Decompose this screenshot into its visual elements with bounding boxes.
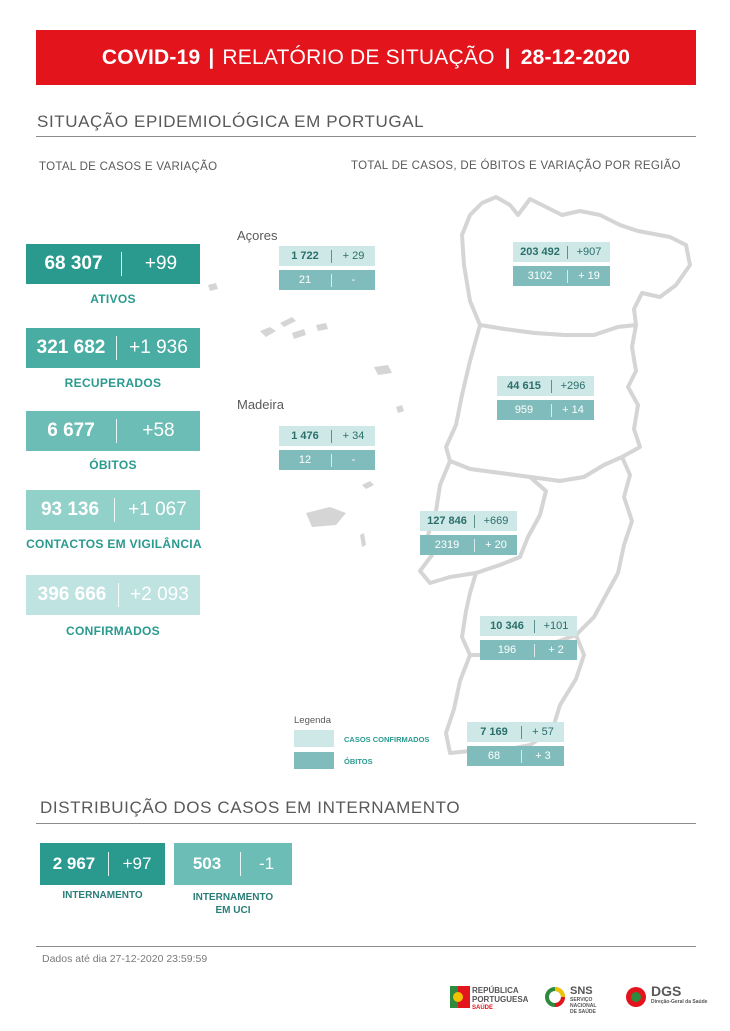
legend-swatch-deaths [294,752,334,769]
icu-tile [174,843,292,885]
region-cases: 10 346 [490,620,524,632]
subtitle-by-region: TOTAL DE CASOS, DE ÓBITOS E VARIAÇÃO POR REGIÃO [351,160,681,172]
kpi-label-contacts: CONTACTOS EM VIGILÂNCIA [26,537,202,551]
report-banner [36,30,696,85]
region-cases: 127 846 [427,515,467,527]
logo-text: SNS SERVIÇO NACIONAL DE SAÚDE [570,985,597,1015]
region-box-alentejo [480,616,577,660]
region-cases-delta: +669 [483,515,509,527]
region-cases-delta: + 34 [342,430,365,442]
region-cases-delta: +907 [576,246,602,258]
region-box-madeira [279,426,375,470]
banner-covid: COVID-19 [101,45,201,69]
sns-ring-icon [544,986,566,1008]
region-cases: 44 615 [507,380,541,392]
region-cases: 203 492 [520,246,560,258]
banner-separator: | [208,45,215,69]
kpi-value: 93 136 [40,499,100,520]
region-box-acores [279,246,375,290]
dgs-emblem-icon [624,986,648,1008]
banner-date: 28-12-2020 [520,45,631,69]
kpi-label-deaths: ÓBITOS [89,458,137,472]
region-deaths: 959 [514,404,534,416]
region-box-lvt [420,511,517,555]
section-divider [36,823,696,824]
acores-islands [208,283,404,413]
kpi-value: 321 682 [36,337,106,358]
kpi-delta: +2 093 [130,584,189,605]
section-title-hospitalization: DISTRIBUIÇÃO DOS CASOS EM INTERNAMENTO [40,798,461,817]
label-acores: Açores [237,228,278,243]
kpi-active [26,244,200,284]
legend-label-deaths: ÓBITOS [344,757,373,766]
portugal-map [200,185,700,785]
kpi-delta: +1 067 [128,499,187,520]
region-cases-delta: +296 [560,380,586,392]
region-box-algarve [467,722,564,766]
region-cases: 7 169 [480,726,508,738]
region-deaths: 68 [487,750,501,762]
kpi-label-confirmed: CONFIRMADOS [66,624,160,638]
region-cases: 1 722 [291,250,319,262]
label-madeira: Madeira [237,397,284,412]
region-deaths-delta: + 19 [578,270,600,282]
section-divider [36,136,696,137]
footer-divider [36,946,696,947]
region-box-norte [513,242,610,286]
hospitalized-value: 2 967 [52,854,96,873]
hospitalized-delta: +97 [122,854,152,873]
region-deaths: 21 [298,274,312,286]
kpi-label-active: ATIVOS [90,292,136,306]
icu-value: 503 [192,854,222,873]
region-deaths: 196 [497,644,517,656]
region-deaths-delta: + 2 [548,644,564,656]
logo-text: REPÚBLICA PORTUGUESA SAÚDE [472,986,529,1011]
kpi-value: 396 666 [37,584,107,605]
region-cases: 1 476 [291,430,319,442]
madeira-islands [306,481,374,547]
legend-title: Legenda [294,715,331,726]
region-deaths: 12 [298,454,312,466]
kpi-label-recovered: RECUPERADOS [64,376,162,390]
kpi-delta: +99 [144,253,178,274]
logo-text: DGS Direção-Geral da Saúde [651,983,708,1005]
kpi-value: 6 677 [47,420,95,441]
flag-shield-icon [450,986,470,1008]
region-cases-delta: +101 [543,620,569,632]
region-deaths: 2319 [434,539,460,551]
region-box-centro [497,376,594,420]
region-deaths: 3102 [527,270,553,282]
region-deaths-delta: + 20 [485,539,507,551]
legend-swatch-cases [294,730,334,747]
kpi-recovered [26,328,200,368]
hospitalized-tile [40,843,165,885]
section-title-epidemiological: SITUAÇÃO EPIDEMIOLÓGICA EM PORTUGAL [37,112,425,131]
region-deaths-delta: + 14 [562,404,584,416]
kpi-deaths [26,411,200,451]
region-deaths-delta: - [351,454,356,466]
kpi-confirmed [26,575,200,615]
logo-republica-portuguesa [450,984,532,1010]
subtitle-total-cases: TOTAL DE CASOS E VARIAÇÃO [39,161,218,173]
data-date-note: Dados até dia 27-12-2020 23:59:59 [42,953,208,965]
region-deaths-delta: - [351,274,356,286]
region-deaths-delta: + 3 [535,750,551,762]
region-cases-delta: + 29 [342,250,365,262]
icu-delta: -1 [258,854,275,873]
banner-separator: | [504,45,511,69]
kpi-value: 68 307 [44,253,103,274]
kpi-delta: +58 [142,420,175,441]
kpi-delta: +1 936 [129,337,188,358]
hospitalized-label: INTERNAMENTO [62,890,143,901]
logo-sns [544,984,610,1015]
kpi-contacts [26,490,200,530]
banner-report-title: RELATÓRIO DE SITUAÇÃO [222,45,495,69]
icu-label: INTERNAMENTO EM UCI [192,892,274,916]
logo-dgs [624,984,710,1010]
legend-label-cases: CASOS CONFIRMADOS [344,735,430,744]
region-cases-delta: + 57 [532,726,554,738]
